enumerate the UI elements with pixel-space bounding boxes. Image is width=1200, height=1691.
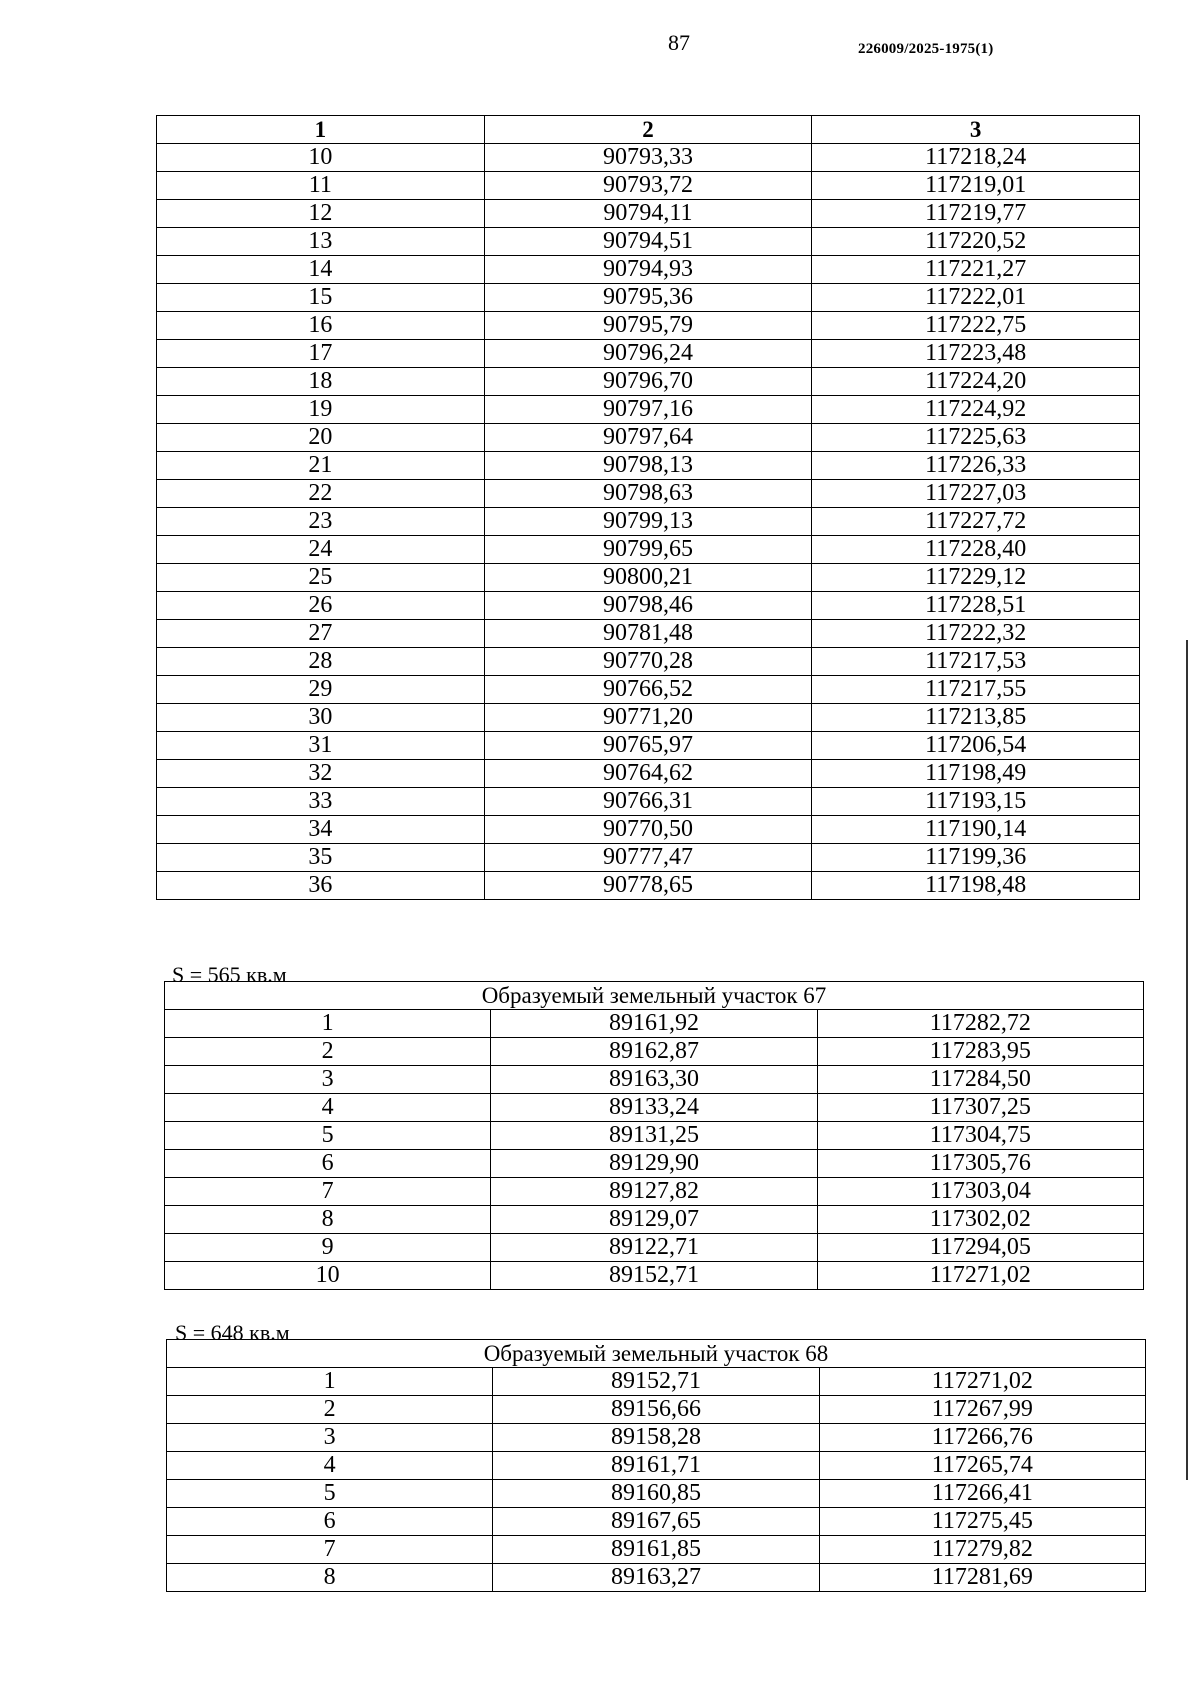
- point-number-cell: 20: [157, 424, 485, 452]
- plot-68-block: [166, 1339, 1146, 1592]
- table-row: [157, 620, 1140, 648]
- table-row: [165, 1206, 1144, 1234]
- x-coordinate-cell: 90794,93: [484, 256, 812, 284]
- table-row: [165, 1262, 1144, 1290]
- y-coordinate-cell: 117217,55: [812, 676, 1140, 704]
- point-number-cell: 19: [157, 396, 485, 424]
- table-row: [157, 676, 1140, 704]
- table-row: [165, 1066, 1144, 1094]
- point-number-cell: 30: [157, 704, 485, 732]
- y-coordinate-cell: 117226,33: [812, 452, 1140, 480]
- x-coordinate-cell: 90793,33: [484, 144, 812, 172]
- table-row: [157, 844, 1140, 872]
- point-number-cell: 25: [157, 564, 485, 592]
- x-coordinate-cell: 89163,30: [491, 1066, 817, 1094]
- y-coordinate-cell: 117266,41: [819, 1480, 1145, 1508]
- point-number-cell: 3: [165, 1066, 491, 1094]
- plot-title-row: [167, 1340, 1146, 1368]
- x-coordinate-cell: 90795,36: [484, 284, 812, 312]
- point-number-cell: 14: [157, 256, 485, 284]
- point-number-cell: 4: [165, 1094, 491, 1122]
- y-coordinate-cell: 117228,51: [812, 592, 1140, 620]
- main-coordinates-table: [156, 115, 1140, 900]
- table-row: [157, 396, 1140, 424]
- x-coordinate-cell: 90800,21: [484, 564, 812, 592]
- y-coordinate-cell: 117222,75: [812, 312, 1140, 340]
- column-header: 2: [484, 116, 812, 144]
- table-row: [165, 1094, 1144, 1122]
- point-number-cell: 32: [157, 760, 485, 788]
- table-row: [167, 1368, 1146, 1396]
- table-row: [157, 284, 1140, 312]
- point-number-cell: 18: [157, 368, 485, 396]
- x-coordinate-cell: 89131,25: [491, 1122, 817, 1150]
- x-coordinate-cell: 90766,52: [484, 676, 812, 704]
- point-number-cell: 10: [165, 1262, 491, 1290]
- x-coordinate-cell: 89152,71: [491, 1262, 817, 1290]
- table-row: [157, 368, 1140, 396]
- table-row: [157, 760, 1140, 788]
- x-coordinate-cell: 89129,90: [491, 1150, 817, 1178]
- x-coordinate-cell: 90797,64: [484, 424, 812, 452]
- x-coordinate-cell: 90798,13: [484, 452, 812, 480]
- x-coordinate-cell: 89152,71: [493, 1368, 819, 1396]
- table-row: [157, 732, 1140, 760]
- x-coordinate-cell: 89156,66: [493, 1396, 819, 1424]
- table-row: [157, 816, 1140, 844]
- y-coordinate-cell: 117190,14: [812, 816, 1140, 844]
- y-coordinate-cell: 117271,02: [817, 1262, 1143, 1290]
- table-row: [157, 592, 1140, 620]
- area-label: S = 565 кв.м: [172, 962, 287, 987]
- y-coordinate-cell: 117206,54: [812, 732, 1140, 760]
- table-row: [157, 536, 1140, 564]
- point-number-cell: 29: [157, 676, 485, 704]
- table-row: [157, 648, 1140, 676]
- point-number-cell: 6: [165, 1150, 491, 1178]
- point-number-cell: 5: [165, 1122, 491, 1150]
- x-coordinate-cell: 90781,48: [484, 620, 812, 648]
- table-row: [167, 1508, 1146, 1536]
- table-row: [167, 1564, 1146, 1592]
- table-row: [157, 704, 1140, 732]
- point-number-cell: 17: [157, 340, 485, 368]
- x-coordinate-cell: 90778,65: [484, 872, 812, 900]
- table-row: [167, 1396, 1146, 1424]
- column-header: 1: [157, 116, 485, 144]
- point-number-cell: 2: [165, 1038, 491, 1066]
- table-row: [167, 1480, 1146, 1508]
- plot-title: Образуемый земельный участок 68: [167, 1340, 1146, 1368]
- table-row: [157, 228, 1140, 256]
- table-row: [165, 1038, 1144, 1066]
- point-number-cell: 24: [157, 536, 485, 564]
- x-coordinate-cell: 89161,85: [493, 1536, 819, 1564]
- y-coordinate-cell: 117279,82: [819, 1536, 1145, 1564]
- x-coordinate-cell: 90799,65: [484, 536, 812, 564]
- point-number-cell: 10: [157, 144, 485, 172]
- y-coordinate-cell: 117227,03: [812, 480, 1140, 508]
- table-row: [165, 1150, 1144, 1178]
- y-coordinate-cell: 117304,75: [817, 1122, 1143, 1150]
- table-row: [157, 564, 1140, 592]
- plot-68-table: [166, 1339, 1146, 1592]
- plot-title-row: [165, 982, 1144, 1010]
- point-number-cell: 33: [157, 788, 485, 816]
- y-coordinate-cell: 117193,15: [812, 788, 1140, 816]
- y-coordinate-cell: 117283,95: [817, 1038, 1143, 1066]
- x-coordinate-cell: 90764,62: [484, 760, 812, 788]
- table-row: [157, 508, 1140, 536]
- point-number-cell: 7: [167, 1536, 493, 1564]
- table-row: [157, 312, 1140, 340]
- point-number-cell: 28: [157, 648, 485, 676]
- plot-67-table: [164, 981, 1144, 1290]
- y-coordinate-cell: 117225,63: [812, 424, 1140, 452]
- x-coordinate-cell: 89129,07: [491, 1206, 817, 1234]
- x-coordinate-cell: 90796,24: [484, 340, 812, 368]
- plot-67-block: [164, 981, 1144, 1290]
- point-number-cell: 1: [167, 1368, 493, 1396]
- area-label: S = 648 кв.м: [175, 1320, 290, 1345]
- y-coordinate-cell: 117217,53: [812, 648, 1140, 676]
- x-coordinate-cell: 90797,16: [484, 396, 812, 424]
- y-coordinate-cell: 117271,02: [819, 1368, 1145, 1396]
- point-number-cell: 36: [157, 872, 485, 900]
- table-row: [157, 200, 1140, 228]
- point-number-cell: 7: [165, 1178, 491, 1206]
- point-number-cell: 26: [157, 592, 485, 620]
- point-number-cell: 21: [157, 452, 485, 480]
- y-coordinate-cell: 117219,77: [812, 200, 1140, 228]
- x-coordinate-cell: 89122,71: [491, 1234, 817, 1262]
- y-coordinate-cell: 117275,45: [819, 1508, 1145, 1536]
- table-row: [157, 256, 1140, 284]
- point-number-cell: 4: [167, 1452, 493, 1480]
- x-coordinate-cell: 90796,70: [484, 368, 812, 396]
- point-number-cell: 5: [167, 1480, 493, 1508]
- y-coordinate-cell: 117284,50: [817, 1066, 1143, 1094]
- point-number-cell: 31: [157, 732, 485, 760]
- plot-title: Образуемый земельный участок 67: [165, 982, 1144, 1010]
- y-coordinate-cell: 117198,49: [812, 760, 1140, 788]
- y-coordinate-cell: 117266,76: [819, 1424, 1145, 1452]
- x-coordinate-cell: 89167,65: [493, 1508, 819, 1536]
- y-coordinate-cell: 117282,72: [817, 1010, 1143, 1038]
- table-row: [157, 788, 1140, 816]
- point-number-cell: 1: [165, 1010, 491, 1038]
- point-number-cell: 8: [165, 1206, 491, 1234]
- y-coordinate-cell: 117222,01: [812, 284, 1140, 312]
- table-row: [157, 452, 1140, 480]
- table-row: [157, 172, 1140, 200]
- y-coordinate-cell: 117224,20: [812, 368, 1140, 396]
- table-row: [167, 1452, 1146, 1480]
- y-coordinate-cell: 117199,36: [812, 844, 1140, 872]
- x-coordinate-cell: 89163,27: [493, 1564, 819, 1592]
- x-coordinate-cell: 90794,11: [484, 200, 812, 228]
- document-reference: 226009/2025-1975(1): [858, 41, 994, 57]
- table-row: [165, 1234, 1144, 1262]
- y-coordinate-cell: 117229,12: [812, 564, 1140, 592]
- table-row: [157, 340, 1140, 368]
- y-coordinate-cell: 117223,48: [812, 340, 1140, 368]
- point-number-cell: 9: [165, 1234, 491, 1262]
- point-number-cell: 13: [157, 228, 485, 256]
- y-coordinate-cell: 117198,48: [812, 872, 1140, 900]
- table-row: [157, 424, 1140, 452]
- table-row: [157, 480, 1140, 508]
- x-coordinate-cell: 90765,97: [484, 732, 812, 760]
- point-number-cell: 16: [157, 312, 485, 340]
- x-coordinate-cell: 90766,31: [484, 788, 812, 816]
- y-coordinate-cell: 117218,24: [812, 144, 1140, 172]
- y-coordinate-cell: 117303,04: [817, 1178, 1143, 1206]
- point-number-cell: 8: [167, 1564, 493, 1592]
- x-coordinate-cell: 90798,46: [484, 592, 812, 620]
- page-number: 87: [668, 30, 690, 55]
- column-header: 3: [812, 116, 1140, 144]
- y-coordinate-cell: 117228,40: [812, 536, 1140, 564]
- point-number-cell: 23: [157, 508, 485, 536]
- y-coordinate-cell: 117220,52: [812, 228, 1140, 256]
- table-row: [165, 1010, 1144, 1038]
- table-header-row: [157, 116, 1140, 144]
- y-coordinate-cell: 117221,27: [812, 256, 1140, 284]
- point-number-cell: 11: [157, 172, 485, 200]
- x-coordinate-cell: 89161,92: [491, 1010, 817, 1038]
- y-coordinate-cell: 117222,32: [812, 620, 1140, 648]
- point-number-cell: 27: [157, 620, 485, 648]
- x-coordinate-cell: 90795,79: [484, 312, 812, 340]
- point-number-cell: 22: [157, 480, 485, 508]
- x-coordinate-cell: 90798,63: [484, 480, 812, 508]
- y-coordinate-cell: 117265,74: [819, 1452, 1145, 1480]
- x-coordinate-cell: 90793,72: [484, 172, 812, 200]
- x-coordinate-cell: 89160,85: [493, 1480, 819, 1508]
- table-row: [167, 1536, 1146, 1564]
- y-coordinate-cell: 117213,85: [812, 704, 1140, 732]
- x-coordinate-cell: 90794,51: [484, 228, 812, 256]
- y-coordinate-cell: 117267,99: [819, 1396, 1145, 1424]
- x-coordinate-cell: 89127,82: [491, 1178, 817, 1206]
- point-number-cell: 3: [167, 1424, 493, 1452]
- y-coordinate-cell: 117302,02: [817, 1206, 1143, 1234]
- point-number-cell: 12: [157, 200, 485, 228]
- x-coordinate-cell: 90770,28: [484, 648, 812, 676]
- point-number-cell: 35: [157, 844, 485, 872]
- x-coordinate-cell: 90799,13: [484, 508, 812, 536]
- point-number-cell: 15: [157, 284, 485, 312]
- table-row: [157, 872, 1140, 900]
- x-coordinate-cell: 89158,28: [493, 1424, 819, 1452]
- main-coordinates-block: [156, 115, 1140, 900]
- y-coordinate-cell: 117305,76: [817, 1150, 1143, 1178]
- scan-edge-line: [1186, 640, 1188, 1480]
- y-coordinate-cell: 117281,69: [819, 1564, 1145, 1592]
- x-coordinate-cell: 90777,47: [484, 844, 812, 872]
- x-coordinate-cell: 90770,50: [484, 816, 812, 844]
- y-coordinate-cell: 117227,72: [812, 508, 1140, 536]
- table-row: [157, 144, 1140, 172]
- y-coordinate-cell: 117224,92: [812, 396, 1140, 424]
- table-row: [165, 1178, 1144, 1206]
- y-coordinate-cell: 117219,01: [812, 172, 1140, 200]
- point-number-cell: 34: [157, 816, 485, 844]
- x-coordinate-cell: 90771,20: [484, 704, 812, 732]
- x-coordinate-cell: 89133,24: [491, 1094, 817, 1122]
- y-coordinate-cell: 117294,05: [817, 1234, 1143, 1262]
- table-row: [167, 1424, 1146, 1452]
- x-coordinate-cell: 89161,71: [493, 1452, 819, 1480]
- table-row: [165, 1122, 1144, 1150]
- y-coordinate-cell: 117307,25: [817, 1094, 1143, 1122]
- point-number-cell: 6: [167, 1508, 493, 1536]
- x-coordinate-cell: 89162,87: [491, 1038, 817, 1066]
- point-number-cell: 2: [167, 1396, 493, 1424]
